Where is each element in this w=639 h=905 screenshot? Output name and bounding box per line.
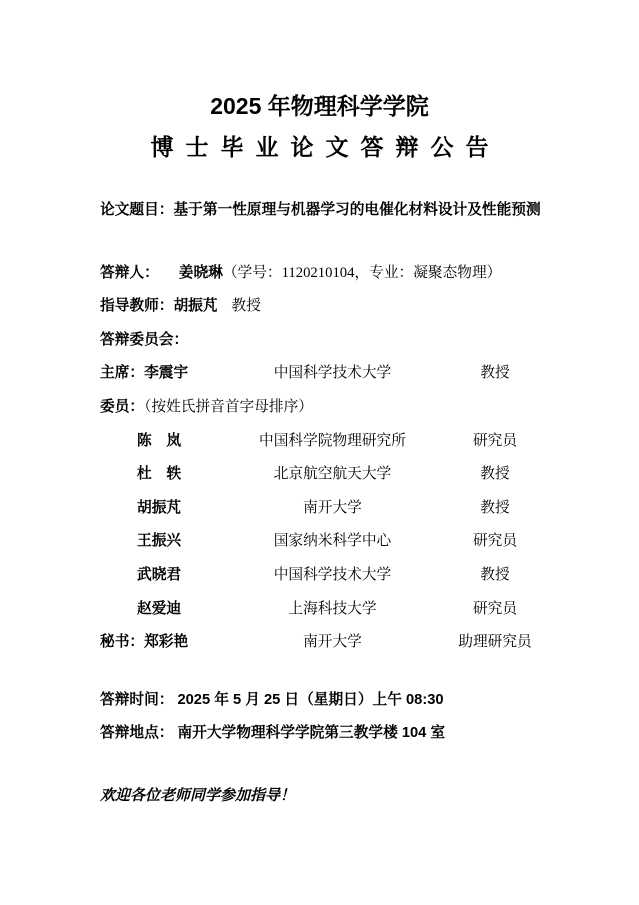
- members-label: 委员：: [100, 398, 145, 415]
- member-name: 陈 岚: [137, 432, 182, 449]
- secretary-title: 助理研究员: [458, 634, 532, 651]
- advisor-row: [100, 290, 639, 324]
- member-row: [100, 458, 639, 492]
- advisor-title: 教授: [231, 298, 261, 315]
- defender-name: 姜晓琳: [178, 264, 223, 281]
- defender-label: 答辩人：: [100, 264, 159, 281]
- member-row: [100, 492, 639, 526]
- member-name: 杜 轶: [137, 466, 182, 483]
- defense-time-label: 答辩时间：: [100, 691, 174, 708]
- committee-section-label: 答辩委员会：: [100, 331, 189, 348]
- member-row: [100, 559, 639, 593]
- secretary-institution: 南开大学: [303, 634, 362, 651]
- member-institution: 南开大学: [303, 499, 362, 516]
- secretary-label: 秘书：: [100, 634, 145, 651]
- announcement-title-line1: 2025 年物理科学学院: [210, 93, 429, 119]
- member-title: 教授: [480, 466, 510, 483]
- member-title: 研究员: [472, 432, 518, 449]
- member-institution: 上海科技大学: [288, 600, 377, 617]
- chair-institution: 中国科学技术大学: [273, 365, 392, 382]
- secretary-row: [100, 626, 639, 660]
- member-name: 王振兴: [137, 533, 182, 550]
- member-name: 胡振芃: [137, 499, 182, 516]
- announcement-title-block: [0, 0, 639, 170]
- defender-details: （学号：1120210104，专业：凝聚态物理）: [222, 264, 502, 281]
- chair-name: 李震宇: [144, 365, 189, 382]
- member-name: 武晓君: [137, 566, 182, 583]
- defense-place-label: 答辩地点：: [100, 725, 174, 742]
- member-title: 研究员: [472, 600, 518, 617]
- member-row: [100, 425, 639, 459]
- defense-place-value: 南开大学物理科学学院第三教学楼 104 室: [177, 725, 446, 742]
- committee-section-label-row: [100, 324, 639, 358]
- member-institution: 北京航空航天大学: [273, 466, 392, 483]
- defense-time-row: [100, 684, 639, 718]
- thesis-title-label: 论文题目：: [100, 202, 174, 218]
- announcement-title-line2: 博士毕业论文答辩公告: [150, 134, 501, 160]
- advisor-label: 指导教师：: [100, 298, 174, 315]
- chair-row: [100, 357, 639, 391]
- secretary-name: 郑彩艳: [144, 634, 189, 651]
- defender-row: [100, 257, 639, 291]
- defense-place-row: [100, 717, 639, 751]
- chair-name-cell: [100, 357, 245, 391]
- chair-title: 教授: [480, 365, 510, 382]
- member-institution: 中国科学技术大学: [273, 566, 392, 583]
- member-row: [100, 525, 639, 559]
- member-title: 教授: [480, 566, 510, 583]
- thesis-title-text: 基于第一性原理与机器学习的电催化材料设计及性能预测: [173, 202, 541, 218]
- advisor-name: 胡振芃: [173, 298, 218, 315]
- member-title: 研究员: [472, 533, 518, 550]
- thesis-title-row: [100, 194, 639, 228]
- document-body: [0, 194, 639, 814]
- welcome-message: 欢迎各位老师同学参加指导！: [100, 787, 296, 804]
- members-note-row: [100, 391, 639, 425]
- defense-time-value: 2025 年 5 月 25 日（星期日）上午 08:30: [177, 691, 444, 708]
- member-institution: 国家纳米科学中心: [273, 533, 392, 550]
- member-name: 赵爱迪: [137, 600, 182, 617]
- members-note: （按姓氏拼音首字母排序）: [144, 398, 313, 415]
- member-row: [100, 593, 639, 627]
- member-institution: 中国科学院物理研究所: [259, 432, 406, 449]
- member-title: 教授: [480, 499, 510, 516]
- secretary-name-cell: [100, 626, 245, 660]
- chair-label: 主席：: [100, 365, 145, 382]
